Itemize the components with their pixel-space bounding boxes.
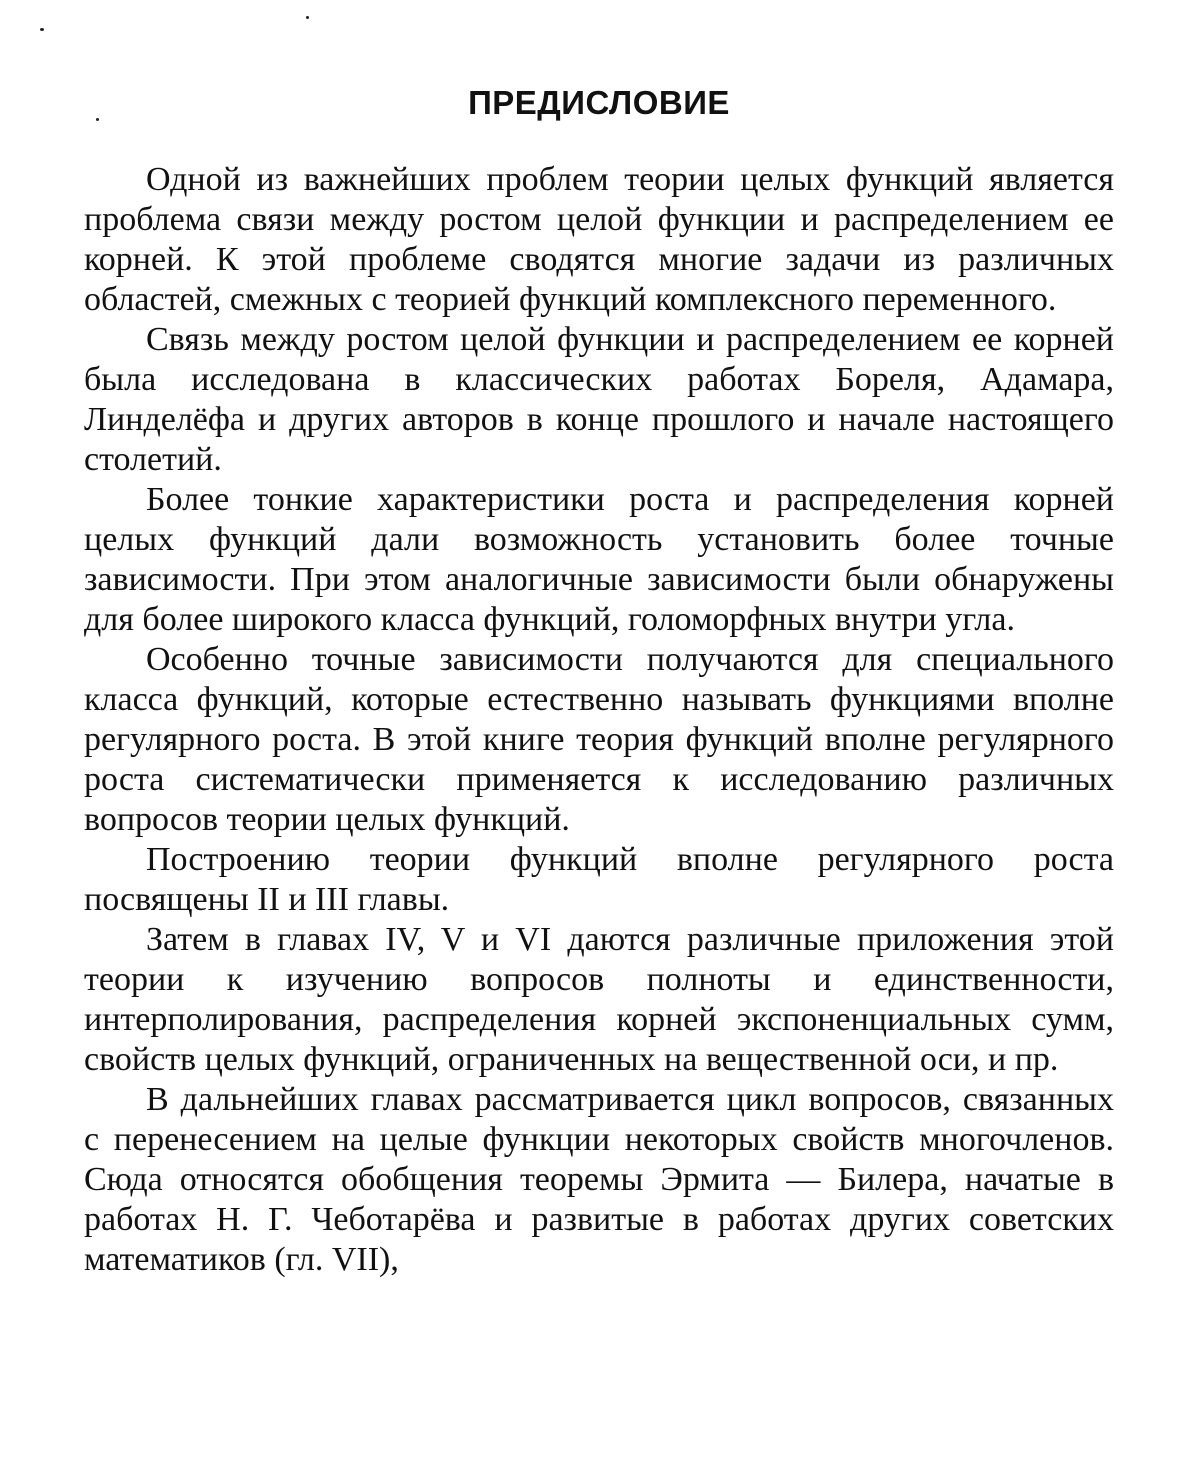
paragraph-7: В дальнейших главах рассматривается цикл вопросов, связанных с перенесением на целые функции некоторых свойств многочленов. Сюда относятся обобщения теоремы Эрмита — Билера, начатые в работах Н. Г. Чеботарёва и развитые в работах других советских математиков (гл. VII), bbox=[84, 1081, 1114, 1278]
paragraph-5: Построению теории функций вполне регулярного роста посвящены II и III главы. bbox=[84, 841, 1114, 918]
page-title: ПРЕДИСЛОВИЕ bbox=[468, 84, 730, 121]
paragraph-2: Связь между ростом целой функции и распределением ее корней была исследована в классических работах Бореля, Адамара, Линделёфа и других авторов в конце прошлого и начале настоящего столетий. bbox=[84, 321, 1114, 478]
paragraph-3: Более тонкие характеристики роста и распределения корней целых функций дали возможность установить более точные зависимости. При этом аналогичные зависимости были обнаружены для более широкого класса функций, голоморфных внутри угла. bbox=[84, 481, 1114, 638]
paragraph-1: Одной из важнейших проблем теории целых функций является проблема связи между ростом целой функции и распределением ее корней. К этой проблеме сводятся многие задачи из различных областей, смежных с теорией функций комплексного переменного. bbox=[84, 161, 1114, 318]
paragraph-4: Особенно точные зависимости получаются для специального класса функций, которые естественно называть функциями вполне регулярного роста. В этой книге теория функций вполне регулярного роста систематически применяется к исследованию различных вопросов теории целых функций. bbox=[84, 641, 1114, 838]
scan-speck bbox=[40, 28, 44, 31]
paragraph-6: Затем в главах IV, V и VI даются различные приложения этой теории к изучению вопросов полноты и единственности, интерполирования, распределения корней экспоненциальных сумм, свойств целых функций, ограниченных на вещественной оси, и пр. bbox=[84, 921, 1114, 1078]
preface-body bbox=[84, 160, 1114, 1280]
scan-speck bbox=[306, 16, 309, 19]
